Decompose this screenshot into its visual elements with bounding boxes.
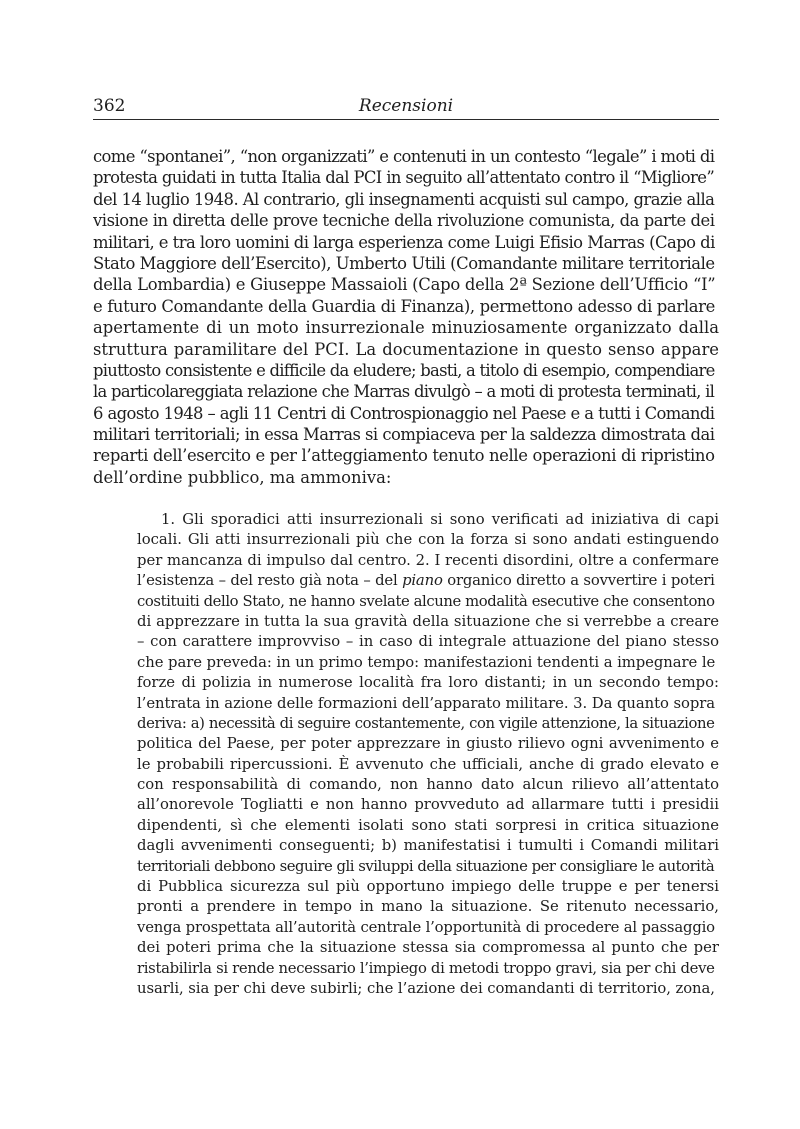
body-line: la particolareggiata relazione che Marras divulgò – a moti di protesta terminati, il bbox=[93, 382, 715, 402]
quote-line: 1. Gli sporadici atti insurrezionali si sono verificati ad iniziativa di capi bbox=[161, 511, 719, 528]
body-line: protesta guidati in tutta Italia dal PCI in seguito all’attentato contro il “Migliore” bbox=[93, 168, 715, 188]
body-line: come “spontanei”, “non organizzati” e contenuti in un contesto “legale” i moti di bbox=[93, 147, 715, 166]
quote-line: territoriali debbono seguire gli sviluppi della situazione per consigliare le autorità bbox=[137, 857, 715, 875]
quote-line: dagli avvenimenti conseguenti; b) manifestatisi i tumulti i Comandi militari bbox=[137, 837, 719, 855]
quote-line: le probabili ripercussioni. È avvenuto che ufficiali, anche di grado elevato e bbox=[137, 755, 719, 773]
quote-line bbox=[137, 571, 719, 591]
body-line: struttura paramilitare del PCI. La documentazione in questo senso appare bbox=[93, 339, 719, 359]
quote-line: all’onorevole Togliatti e non hanno provveduto ad allarmare tutti i presidii bbox=[137, 796, 719, 814]
body-line: reparti dell’esercito e per l’atteggiamento tenuto nelle operazioni di ripristino bbox=[93, 446, 715, 466]
quote-line: di Pubblica sicurezza sul più opportuno impiego delle truppe e per tenersi bbox=[137, 878, 719, 896]
block-quote bbox=[137, 510, 719, 999]
quote-line: che pare preveda: in un primo tempo: manifestazioni tendenti a impegnare le bbox=[137, 653, 716, 671]
quote-line: costituiti dello Stato, ne hanno svelate alcune modalità esecutive che consentono bbox=[137, 592, 715, 610]
quote-line: dipendenti, sì che elementi isolati sono stati sorpresi in critica situazione bbox=[137, 816, 719, 834]
quote-text: l’esistenza – del resto già nota – del bbox=[137, 572, 403, 590]
body-line: Stato Maggiore dell’Esercito), Umberto Utili (Comandante militare territoriale bbox=[93, 253, 715, 273]
quote-text: organico diretto a sovvertire i poteri bbox=[442, 572, 715, 590]
quote-line: – con carattere improvviso – in caso di integrale attuazione del piano stesso bbox=[137, 633, 719, 651]
italic-word: piano bbox=[402, 572, 443, 590]
body-line: visione in diretta delle prove tecniche della rivoluzione comunista, da parte dei bbox=[93, 211, 715, 231]
quote-line: locali. Gli atti insurrezionali più che con la forza si sono andati estinguendo bbox=[137, 531, 719, 549]
quote-line: usarli, sia per chi deve subirli; che l’azione dei comandanti di territorio, zona, bbox=[137, 979, 715, 997]
page-header bbox=[93, 92, 719, 122]
body-line: militari, e tra loro uomini di larga esperienza come Luigi Efisio Marras (Capo di bbox=[93, 232, 715, 252]
quote-line: di apprezzare in tutta la sua gravità della situazione che si verrebbe a creare bbox=[137, 612, 719, 630]
quote-line: pronti a prendere in tempo in mano la situazione. Se ritenuto necessario, bbox=[137, 898, 719, 916]
body-line: della Lombardia) e Giuseppe Massaioli (Capo della 2ª Sezione dell’Ufficio “I” bbox=[93, 275, 716, 295]
quote-line: politica del Paese, per poter apprezzare in giusto rilievo ogni avvenimento e bbox=[137, 735, 719, 753]
body-line: militari territoriali; in essa Marras si compiaceva per la saldezza dimostrata dai bbox=[93, 425, 715, 445]
body-line: piuttosto consistente e difficile da eludere; basti, a titolo di esempio, compendiare bbox=[93, 360, 715, 380]
quote-line: l’entrata in azione delle formazioni dell’apparato militare. 3. Da quanto sopra bbox=[137, 694, 716, 712]
running-title: Recensioni bbox=[358, 96, 454, 116]
header-rule bbox=[93, 119, 719, 120]
quote-line: forze di polizia in numerose località fra loro distanti; in un secondo tempo: bbox=[137, 674, 719, 692]
body-line: del 14 luglio 1948. Al contrario, gli insegnamenti acquisti sul campo, grazie alla bbox=[93, 189, 715, 209]
quote-line: venga prospettata all’autorità centrale l’opportunità di procedere al passaggio bbox=[137, 918, 715, 936]
quote-line: deriva: a) necessità di seguire costantemente, con vigile attenzione, la situazione bbox=[137, 714, 715, 732]
quote-line: dei poteri prima che la situazione stessa sia compromessa al punto che per bbox=[137, 939, 719, 957]
quote-line: con responsabilità di comando, non hanno dato alcun rilievo all’attentato bbox=[137, 776, 719, 794]
body-line: 6 agosto 1948 – agli 11 Centri di Controspionaggio nel Paese e a tutti i Comandi bbox=[93, 403, 715, 423]
body-line: e futuro Comandante della Guardia di Finanza), permettono adesso di parlare bbox=[93, 296, 715, 316]
body-line: dell’ordine pubblico, ma ammoniva: bbox=[93, 467, 392, 487]
quote-line: ristabilirla si rende necessario l’impiego di metodi troppo gravi, sia per chi deve bbox=[137, 959, 715, 977]
body-line: apertamente di un moto insurrezionale minuziosamente organizzato dalla bbox=[93, 318, 719, 338]
page-number: 362 bbox=[93, 96, 126, 116]
body-paragraph bbox=[93, 146, 719, 488]
quote-line: per mancanza di impulso dal centro. 2. I recenti disordini, oltre a confermare bbox=[137, 551, 719, 569]
